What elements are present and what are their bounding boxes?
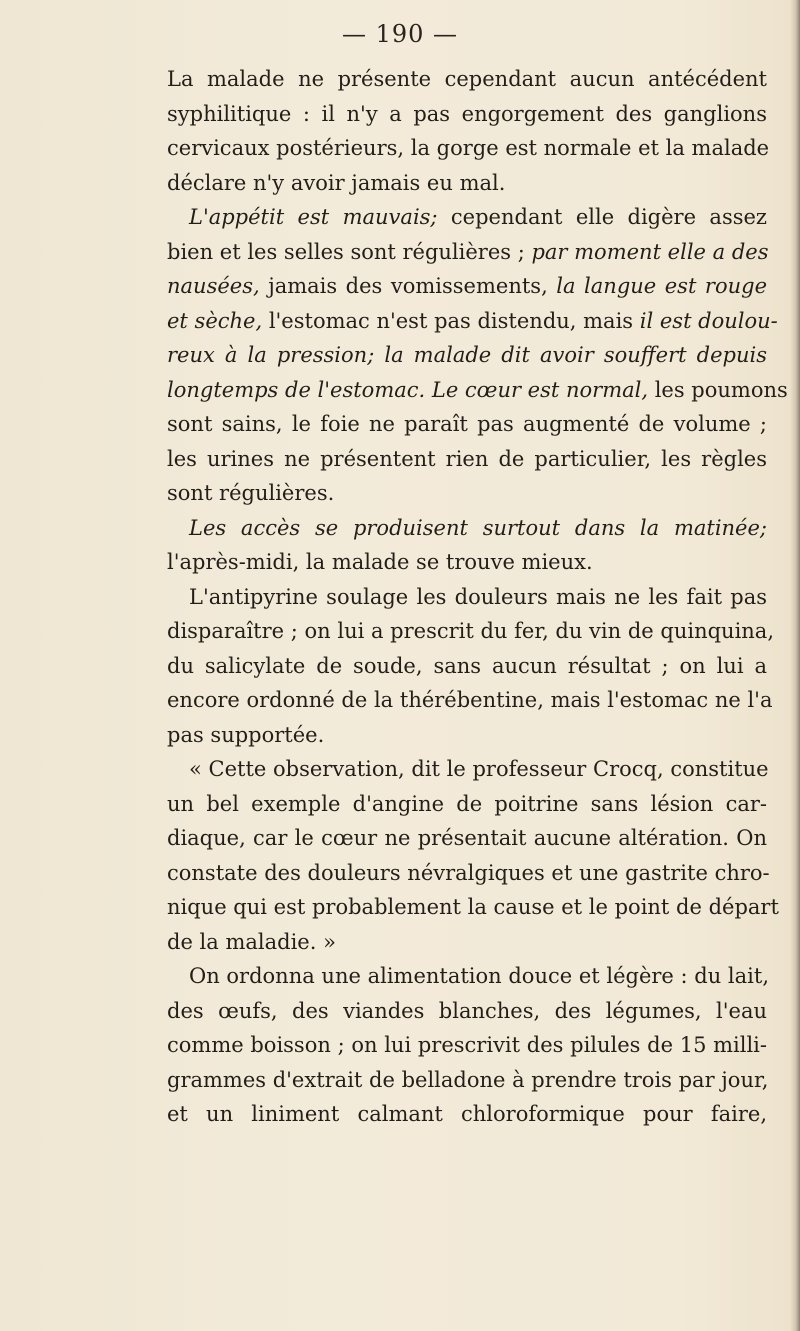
- text-segment: et un liniment calmant chloroformique pour faire,: [167, 1102, 767, 1126]
- italic-segment: la langue est rouge: [556, 274, 767, 298]
- text-line: [167, 925, 767, 960]
- text-segment: « Cette observation, dit le professeur Crocq, constitue: [189, 757, 769, 781]
- text-segment: l'estomac n'est pas distendu, mais: [262, 308, 640, 333]
- text-segment: cervicaux postérieurs, la gorge est normale et la malade: [167, 136, 770, 160]
- text-segment: un bel exemple d'angine de poitrine sans lésion car-: [167, 791, 767, 816]
- text-segment: encore ordonné de la thérébentine, mais l'estomac ne l'a: [167, 688, 773, 712]
- text-segment: du salicylate de soude, sans aucun résultat ; on lui a: [167, 653, 767, 678]
- text-line: [167, 545, 767, 580]
- text-segment: La malade ne présente cependant aucun antécédent: [167, 67, 767, 91]
- text-line: [167, 614, 775, 649]
- text-line: [167, 649, 767, 684]
- text-segment: syphilitique : il n'y a pas engorgement des ganglions: [167, 101, 767, 126]
- text-segment: les urines ne présentent rien de particulier, les règles: [167, 446, 767, 471]
- text-line: [167, 890, 779, 925]
- italic-segment: L'appétit est mauvais;: [189, 205, 438, 229]
- text-segment: l'après-midi, la malade se trouve mieux.: [167, 550, 593, 574]
- text-segment: comme boisson ; on lui prescrivit des pilules de 15 milli-: [167, 1033, 767, 1057]
- text-segment: déclare n'y avoir jamais eu mal.: [167, 170, 506, 195]
- text-segment: On ordonna une alimentation douce et légère : du lait,: [189, 964, 769, 988]
- text-line: [167, 821, 767, 856]
- text-line: [167, 787, 767, 822]
- text-line: [167, 235, 767, 270]
- text-segment: nique qui est probablement la cause et le point de départ: [167, 895, 779, 919]
- text-segment: de la maladie. »: [167, 929, 336, 954]
- text-segment: disparaître ; on lui a prescrit du fer, du vin de quinquina,: [167, 619, 775, 643]
- text-line: [167, 1063, 767, 1098]
- text-line: [167, 856, 770, 891]
- text-segment: les poumons: [648, 377, 788, 402]
- body-text: [167, 62, 788, 1132]
- text-segment: des œufs, des viandes blanches, des légumes, l'eau: [167, 998, 767, 1023]
- text-line: [167, 683, 773, 718]
- italic-segment: reux à la pression; la malade dit avoir souffert depuis: [167, 343, 767, 367]
- text-line: [167, 373, 788, 408]
- text-line: [167, 338, 767, 373]
- text-segment: pas supportée.: [167, 722, 325, 747]
- text-line: [167, 407, 767, 442]
- text-line: [167, 752, 767, 787]
- text-line: [167, 62, 767, 97]
- text-line: [167, 269, 767, 304]
- text-line: [167, 476, 767, 511]
- text-line: [167, 200, 767, 235]
- text-line: [167, 1097, 767, 1132]
- text-segment: sont sains, le foie ne paraît pas augmenté de volume ;: [167, 412, 767, 436]
- italic-segment: longtemps de l'estomac. Le cœur est normal,: [167, 377, 649, 402]
- text-line: [167, 304, 778, 339]
- page-edge-shadow: [790, 0, 800, 1331]
- text-segment: L'antipyrine soulage les douleurs mais ne les fait pas: [189, 584, 767, 609]
- italic-segment: par moment elle a des: [531, 239, 769, 264]
- text-segment: jamais des vomissements,: [259, 274, 557, 298]
- italic-segment: Les accès se produisent surtout dans la matinée;: [189, 515, 767, 540]
- text-line: [167, 1028, 767, 1063]
- text-line: [167, 994, 767, 1029]
- text-line: [167, 959, 767, 994]
- text-segment: cependant elle digère assez: [437, 205, 767, 229]
- italic-segment: et sèche,: [167, 308, 263, 333]
- text-line: [167, 718, 767, 753]
- text-line: [167, 442, 767, 477]
- text-segment: diaque, car le cœur ne présentait aucune altération. On: [167, 826, 767, 850]
- text-line: [167, 97, 767, 132]
- text-segment: bien et les selles sont régulières ;: [167, 239, 532, 264]
- italic-segment: il est doulou-: [639, 308, 778, 333]
- text-segment: grammes d'extrait de belladone à prendre trois par jour,: [167, 1067, 769, 1092]
- text-line: [167, 580, 767, 615]
- text-segment: constate des douleurs névralgiques et une gastrite chro-: [167, 860, 770, 885]
- page-number: — 190 —: [341, 20, 459, 48]
- text-line: [167, 166, 767, 201]
- italic-segment: nausées,: [167, 274, 260, 298]
- text-line: [167, 131, 770, 166]
- text-segment: sont régulières.: [167, 481, 335, 505]
- text-line: [167, 511, 767, 546]
